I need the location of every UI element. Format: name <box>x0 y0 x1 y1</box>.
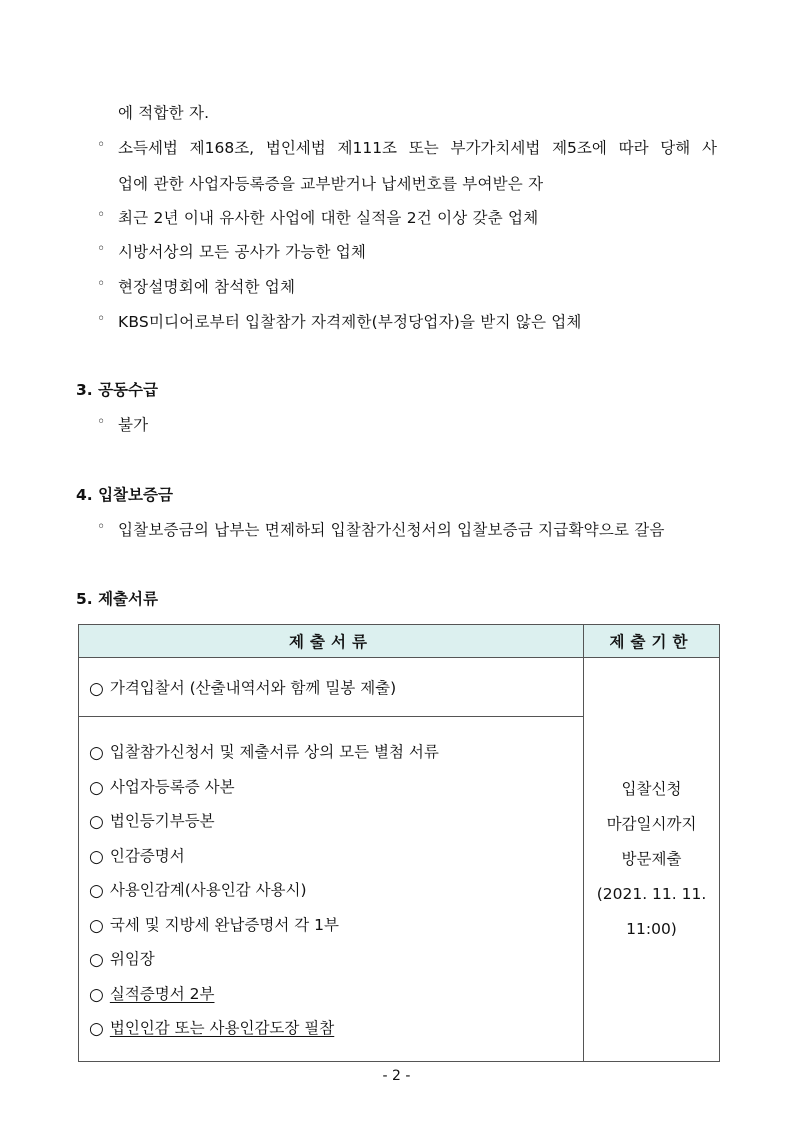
qualification-item-3: 시방서상의 모든 공사가 가능한 업체 <box>118 243 367 261</box>
qualification-item-1-line2: 업에 관한 사업자등록증을 교부받거나 납세번호를 부여받은 자 <box>118 175 544 193</box>
circle-marker: ○ <box>89 846 104 867</box>
doc-cell-price-bid <box>79 658 584 717</box>
bid-bond-text: 입찰보증금의 납부는 면제하되 입찰참가신청서의 입찰보증금 지급확약으로 갈음 <box>118 521 665 539</box>
circle-marker: ○ <box>89 812 104 832</box>
circle-marker: ○ <box>89 777 104 798</box>
circle-marker: ○ <box>89 679 104 699</box>
deadline-line: 11:00) <box>626 920 677 938</box>
deadline-cell <box>584 658 720 1062</box>
qualification-item-2: 최근 2년 이내 유사한 사업에 대한 실적을 2건 이상 갖춘 업체 <box>118 209 539 227</box>
page-number: - 2 - <box>382 1068 411 1084</box>
qualification-continuation: 에 적합한 자. <box>118 104 210 122</box>
doc-list-item: ○ 인감증명서 <box>89 846 185 867</box>
circle-marker: ○ <box>89 743 104 763</box>
qualification-item-1-line1: 소득세법 제168조, 법인세법 제111조 또는 부가가치세법 제5조에 따라 당해 사 <box>118 139 717 157</box>
deadline-line: 입찰신청 <box>621 780 682 798</box>
header-deadline: 제출기한 <box>584 625 720 658</box>
circle-marker: ○ <box>89 950 104 970</box>
section-heading-submission-docs: 5. 제출서류 <box>76 590 158 608</box>
doc-list-item: ○ 입찰참가신청서 및 제출서류 상의 모든 별첨 서류 <box>89 743 439 763</box>
doc-price-bid: 가격입찰서 (산출내역서와 함께 밀봉 제출) <box>109 679 397 697</box>
deadline-line: 방문제출 <box>621 850 682 868</box>
joint-supply-text: 불가 <box>118 416 149 434</box>
doc-list-item: ○ 사업자등록증 사본 <box>89 777 235 798</box>
qualification-item-5: KBS미디어로부터 입찰참가 자격제한(부정당업자)을 받지 않은 업체 <box>118 313 582 331</box>
submission-table <box>78 624 720 1062</box>
bullet-marker: ◦ <box>97 311 106 327</box>
doc-list-item: ○ 사용인감계(사용인감 사용시) <box>89 881 307 901</box>
section-heading-bid-bond: 4. 입찰보증금 <box>76 486 173 504</box>
doc-list-item: ○ 법인인감 또는 사용인감도장 필참 <box>89 1019 335 1039</box>
doc-list-item: ○ 실적증명서 2부 <box>89 984 215 1005</box>
circle-marker: ○ <box>89 915 104 936</box>
doc-list-cell <box>79 717 584 1062</box>
deadline-line: (2021. 11. 11. <box>596 885 707 903</box>
bullet-marker: ◦ <box>97 414 106 430</box>
bullet-marker: ◦ <box>97 207 106 223</box>
doc-list-item: ○ 위임장 <box>89 950 155 970</box>
circle-marker: ○ <box>89 881 104 901</box>
section-heading-joint-supply: 3. 공동수급 <box>76 381 158 399</box>
bullet-marker: ◦ <box>97 137 106 153</box>
deadline-line: 마감일시까지 <box>606 815 697 833</box>
circle-marker: ○ <box>89 984 104 1005</box>
doc-list-item: ○ 법인등기부등본 <box>89 812 215 832</box>
circle-marker: ○ <box>89 1019 104 1039</box>
bullet-marker: ◦ <box>97 276 106 292</box>
header-documents: 제출서류 <box>79 625 584 658</box>
bullet-marker: ◦ <box>97 241 106 257</box>
qualification-item-4: 현장설명회에 참석한 업체 <box>118 278 296 296</box>
bullet-marker: ◦ <box>97 519 106 535</box>
doc-list-item: ○ 국세 및 지방세 완납증명서 각 1부 <box>89 915 339 936</box>
